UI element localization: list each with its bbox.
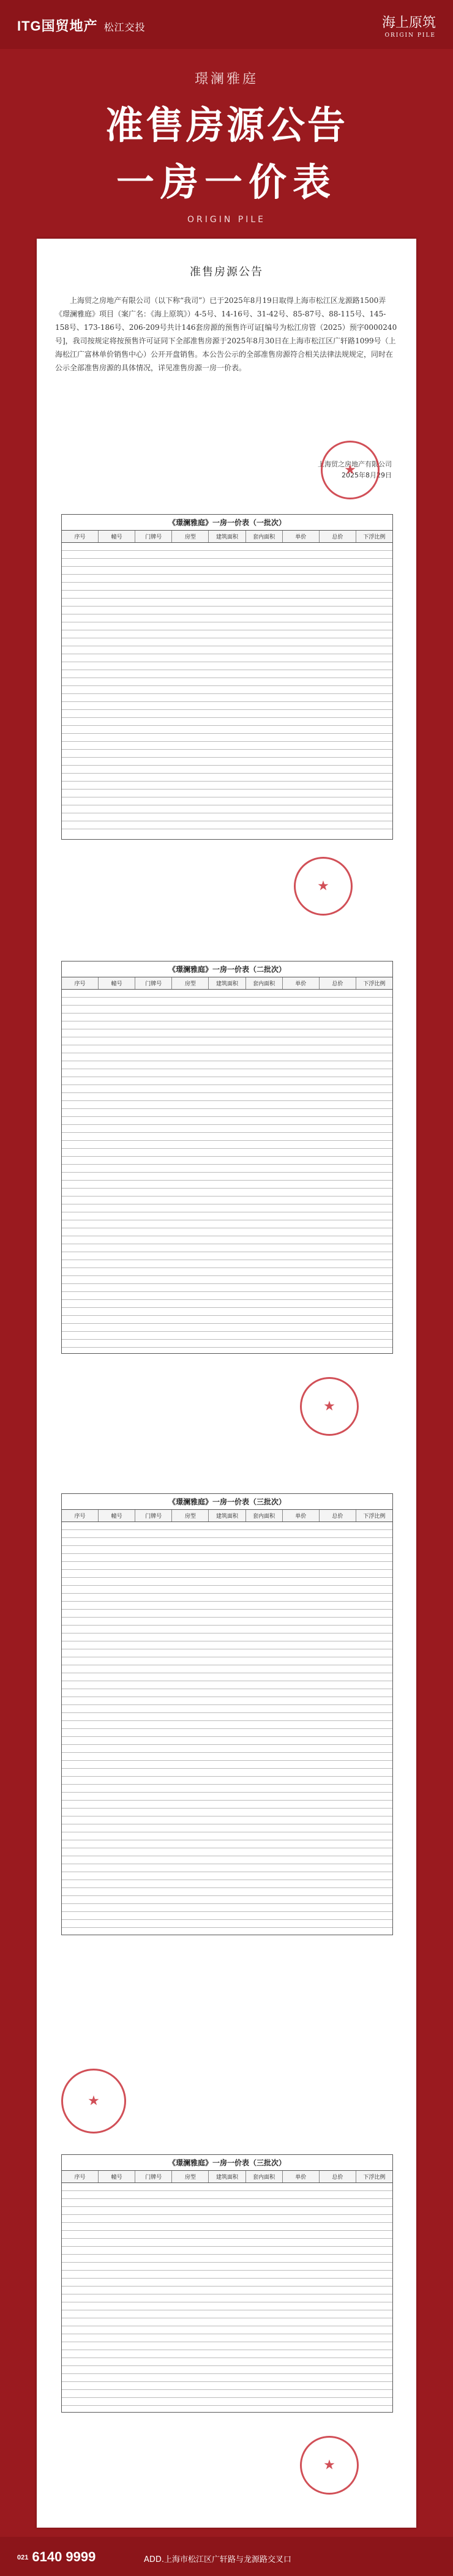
table-body — [62, 543, 392, 837]
announcement-body: 上海贸之房地产有限公司（以下称“我司”）已于2025年8月19日取得上海市松江区龙源路1500弄《璟澜雅庭》项目（案广名：《海上原筑》）4-5号、14-16号、31-42号、85-87号、88-115号、145-158号、173-186号、206-209号共计146套房源的预售许可证[编号为松江房管（2025）预字0000240号]，我司按规定将按预售许可证同下全部准售房源于2025年8月30日在上海市松江区广轩路1099号（上海松江广富林单价销售中心）公开开盘销售。本公告公示的全部准售房源符合相关法律法规规定，同时在公示全部准售房源的具体情况，详见准售房源一房一价表。 — [55, 296, 397, 372]
table-body — [62, 2183, 392, 2410]
project-logo: 海上原筑 ORIGIN PILE — [381, 15, 436, 39]
col-header: 序号 — [62, 1510, 99, 1521]
col-header: 下浮比例 — [363, 2175, 386, 2181]
table-caption: 《璟澜雅庭》一房一价表（三批次） — [62, 2155, 392, 2171]
col-header: 门牌号 — [135, 2171, 172, 2182]
table-caption: 《璟澜雅庭》一房一价表（二批次） — [62, 961, 392, 977]
main-subtitle: 一房一价表 — [116, 160, 337, 204]
price-table-batch1 — [61, 514, 393, 840]
col-header: 幢号 — [99, 531, 135, 542]
sales-hotline[interactable]: 021 6140 9999 — [17, 2549, 96, 2564]
company-seal-icon — [61, 2069, 126, 2134]
col-header: 序号 — [62, 977, 99, 989]
col-header: 单价 — [283, 1510, 320, 1521]
table-caption: 《璟澜雅庭》一房一价表（一批次） — [62, 515, 392, 531]
col-header: 建筑面积 — [209, 977, 245, 989]
table-header-row — [62, 2171, 392, 2183]
table-caption: 《璟澜雅庭》一房一价表（三批次） — [62, 1494, 392, 1510]
col-header: 套内面积 — [246, 2171, 283, 2182]
col-header: 幢号 — [99, 1510, 135, 1521]
price-table-batch3 — [61, 1493, 393, 1935]
developer-logo: ITG国贸地产 松江交投 — [17, 18, 146, 34]
sales-address: ADD.上海市松江区广轩路与龙源路交叉口 — [144, 2555, 292, 2564]
announcement-document — [37, 239, 416, 2528]
col-header: 建筑面积 — [209, 1510, 245, 1521]
announcement-signature: 上海贸之房地产有限公司 2025年8月29日 — [318, 460, 392, 479]
hero-title-block — [0, 49, 453, 226]
main-title: 准售房源公告 — [105, 103, 348, 147]
col-header: 总价 — [320, 2171, 356, 2182]
col-header: 套内面积 — [246, 977, 283, 989]
price-table-batch3-cont — [61, 2154, 393, 2413]
col-header: 单价 — [283, 977, 320, 989]
col-header: 总价 — [320, 977, 356, 989]
col-header: 下浮比例 — [363, 1514, 386, 1520]
col-header: 房型 — [172, 531, 209, 542]
company-seal-icon — [321, 441, 380, 499]
col-header: 套内面积 — [246, 531, 283, 542]
col-header: 下浮比例 — [363, 981, 386, 987]
col-header: 套内面积 — [246, 1510, 283, 1521]
col-header: 房型 — [172, 977, 209, 989]
col-header: 单价 — [283, 2171, 320, 2182]
col-header: 序号 — [62, 2171, 99, 2182]
table-body — [62, 1522, 392, 1932]
col-header: 总价 — [320, 1510, 356, 1521]
col-header: 幢号 — [99, 977, 135, 989]
company-seal-icon — [294, 857, 353, 916]
footer-bar — [0, 2537, 453, 2576]
project-name: 璟澜雅庭 — [194, 72, 258, 87]
col-header: 下浮比例 — [363, 534, 386, 540]
table-header-row — [62, 1510, 392, 1522]
col-header: 序号 — [62, 531, 99, 542]
table-header-row — [62, 977, 392, 990]
table-header-row — [62, 531, 392, 543]
table-body — [62, 990, 392, 1351]
col-header: 房型 — [172, 2171, 209, 2182]
price-table-batch2 — [61, 961, 393, 1354]
english-tagline: ORIGIN PILE — [187, 215, 266, 225]
col-header: 建筑面积 — [209, 531, 245, 542]
header-bar — [0, 0, 453, 49]
col-header: 门牌号 — [135, 1510, 172, 1521]
col-header: 单价 — [283, 531, 320, 542]
col-header: 建筑面积 — [209, 2171, 245, 2182]
col-header: 门牌号 — [135, 977, 172, 989]
announcement-title: 准售房源公告 — [190, 266, 263, 278]
col-header: 门牌号 — [135, 531, 172, 542]
company-seal-icon — [300, 1377, 359, 1436]
col-header: 幢号 — [99, 2171, 135, 2182]
company-seal-icon — [300, 2436, 359, 2495]
col-header: 房型 — [172, 1510, 209, 1521]
col-header: 总价 — [320, 531, 356, 542]
